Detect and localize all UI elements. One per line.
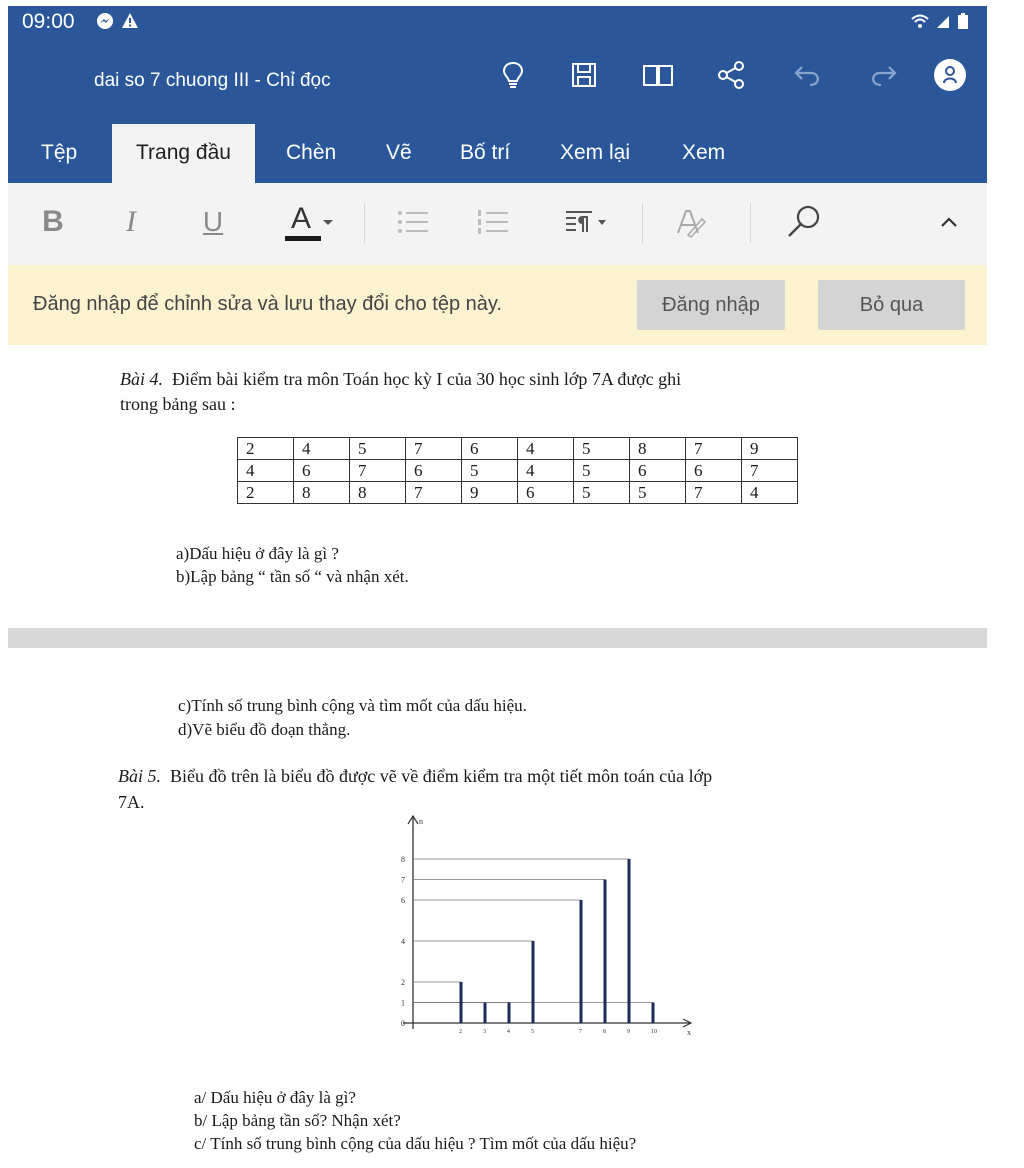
table-cell: 5 <box>574 482 630 504</box>
styles-pen-icon <box>672 205 708 239</box>
styles-button[interactable] <box>670 197 710 247</box>
document-page-1 <box>8 345 987 628</box>
italic-button[interactable]: I <box>126 205 136 238</box>
table-cell: 5 <box>350 438 406 460</box>
table-cell: 7 <box>406 482 462 504</box>
tell-me-button[interactable] <box>496 58 530 92</box>
page-gap <box>8 628 987 648</box>
word-app-window <box>8 6 987 1168</box>
wifi-icon <box>910 12 930 30</box>
table-cell: 7 <box>406 438 462 460</box>
exercise-5-text-cont: 7A. <box>118 792 145 812</box>
x-axis-label: x <box>687 1028 691 1037</box>
tab-draw[interactable]: Vẽ <box>386 141 412 164</box>
question-d: d)Vẽ biểu đồ đoạn thẳng. <box>178 720 351 739</box>
notice-message: Đăng nhập để chỉnh sửa và lưu thay đổi cho tệp này. <box>33 293 502 315</box>
chevron-down-icon <box>321 217 335 227</box>
battery-icon <box>956 12 970 30</box>
chevron-up-icon <box>939 215 959 229</box>
tab-file[interactable]: Tệp <box>41 141 78 164</box>
table-cell: 5 <box>630 482 686 504</box>
reading-view-button[interactable] <box>641 58 675 92</box>
avatar-icon <box>933 58 967 92</box>
table-cell: 6 <box>686 460 742 482</box>
status-time: 09:00 <box>22 10 75 33</box>
table-cell: 4 <box>294 438 350 460</box>
y-tick-label: 2 <box>401 978 405 987</box>
search-icon <box>784 202 824 242</box>
question-a: a)Dấu hiệu ở đây là gì ? <box>176 544 339 563</box>
exercise-5-title: Bài 5. <box>118 766 161 786</box>
paragraph-icon <box>564 207 610 237</box>
table-cell: 6 <box>630 460 686 482</box>
table-cell: 7 <box>686 482 742 504</box>
table-cell: 6 <box>518 482 574 504</box>
messenger-icon <box>96 12 114 30</box>
table-row <box>238 482 798 504</box>
table-cell: 7 <box>742 460 798 482</box>
book-icon <box>642 61 674 89</box>
table-cell: 4 <box>742 482 798 504</box>
signin-button[interactable]: Đăng nhập <box>637 280 785 330</box>
save-icon <box>570 61 598 89</box>
question-b: b)Lập bảng “ tần số “ và nhận xét. <box>176 567 409 586</box>
table-cell: 2 <box>238 482 294 504</box>
save-button[interactable] <box>567 58 601 92</box>
share-button[interactable] <box>714 58 748 92</box>
y-axis-label: n <box>419 817 423 826</box>
lightbulb-icon <box>500 60 526 90</box>
numbered-list-button[interactable] <box>473 197 513 247</box>
table-row <box>238 438 798 460</box>
document-page-2 <box>8 648 987 1168</box>
table-cell: 8 <box>350 482 406 504</box>
undo-button[interactable] <box>791 58 825 92</box>
x-tick-label: 4 <box>507 1029 510 1035</box>
question-5b: b/ Lập bảng tần số? Nhận xét? <box>194 1111 401 1130</box>
table-row <box>238 460 798 482</box>
numbered-list-icon <box>475 207 511 237</box>
table-cell: 5 <box>574 438 630 460</box>
font-color-swatch <box>285 236 321 241</box>
x-tick-label: 2 <box>459 1029 462 1035</box>
table-cell: 9 <box>462 482 518 504</box>
tab-view[interactable]: Xem <box>682 141 726 164</box>
exercise-4-title: Bài 4. <box>120 369 163 389</box>
ribbon-toolbar <box>8 183 987 265</box>
table-cell: 9 <box>742 438 798 460</box>
collapse-ribbon-button[interactable] <box>934 197 964 247</box>
table-cell: 8 <box>294 482 350 504</box>
y-tick-label: 1 <box>401 998 405 1008</box>
title-bar <box>8 6 987 183</box>
table-cell: 4 <box>518 460 574 482</box>
exercise-4-text: Điểm bài kiểm tra môn Toán học kỳ I của 30 học sinh lớp 7A được ghi <box>172 369 682 389</box>
exercise-5-heading <box>118 766 712 787</box>
table-cell: 5 <box>574 460 630 482</box>
tab-layout[interactable]: Bố trí <box>460 141 511 164</box>
find-button[interactable] <box>782 197 826 247</box>
table-cell: 6 <box>406 460 462 482</box>
scores-table <box>237 437 798 504</box>
redo-button[interactable] <box>866 58 900 92</box>
share-icon <box>716 60 746 90</box>
ribbon-divider <box>642 203 643 243</box>
question-5a: a/ Dấu hiệu ở đây là gì? <box>194 1088 356 1107</box>
redo-icon <box>868 61 898 89</box>
exercise-4-text-cont: trong bảng sau : <box>120 394 236 414</box>
table-cell: 5 <box>462 460 518 482</box>
tab-home[interactable]: Trang đầu <box>112 124 255 183</box>
y-tick-label: 8 <box>401 855 405 864</box>
x-tick-label: 8 <box>603 1029 606 1035</box>
tab-insert[interactable]: Chèn <box>286 141 337 164</box>
ribbon-divider <box>364 203 365 243</box>
y-tick-label: 0 <box>401 1019 405 1028</box>
ribbon-divider <box>750 203 751 243</box>
status-bar <box>8 6 987 36</box>
table-cell: 4 <box>518 438 574 460</box>
x-tick-label: 9 <box>627 1029 630 1035</box>
question-c: c)Tính số trung bình cộng và tìm mốt của dấu hiệu. <box>178 696 527 715</box>
signin-notice-bar <box>8 265 987 345</box>
bullet-list-button[interactable] <box>393 197 433 247</box>
question-5c: c/ Tính số trung bình cộng của dấu hiệu ? Tìm mốt của dấu hiệu? <box>194 1134 637 1153</box>
undo-icon <box>793 61 823 89</box>
tab-review[interactable]: Xem lại <box>560 141 631 164</box>
table-cell: 6 <box>462 438 518 460</box>
table-cell: 8 <box>630 438 686 460</box>
bullet-list-icon <box>395 207 431 237</box>
y-tick-label: 6 <box>401 896 405 905</box>
account-button[interactable] <box>933 58 967 92</box>
x-tick-label: 3 <box>483 1029 486 1035</box>
table-cell: 4 <box>238 460 294 482</box>
dismiss-button[interactable]: Bỏ qua <box>818 280 965 330</box>
paragraph-format-button[interactable] <box>556 197 618 247</box>
bold-button[interactable]: B <box>42 205 64 238</box>
x-tick-label: 5 <box>531 1029 534 1035</box>
table-cell: 7 <box>350 460 406 482</box>
frequency-bar-chart <box>368 817 691 1058</box>
y-tick-label: 7 <box>401 875 405 885</box>
warning-icon <box>121 12 139 30</box>
font-color-button[interactable] <box>270 197 350 247</box>
underline-button[interactable]: U <box>202 206 224 237</box>
signal-icon <box>935 12 953 30</box>
table-cell: 7 <box>686 438 742 460</box>
exercise-4-heading <box>120 369 681 390</box>
font-color-letter: A <box>291 202 312 235</box>
x-tick-label: 7 <box>579 1029 582 1035</box>
table-cell: 6 <box>294 460 350 482</box>
y-tick-label: 4 <box>401 937 405 946</box>
exercise-5-text: Biểu đồ trên là biểu đồ được vẽ về điểm kiểm tra một tiết môn toán của lớp <box>170 766 713 786</box>
x-tick-label: 10 <box>651 1029 657 1035</box>
document-title: dai so 7 chuong III - Chỉ đọc <box>94 70 331 91</box>
table-cell: 2 <box>238 438 294 460</box>
